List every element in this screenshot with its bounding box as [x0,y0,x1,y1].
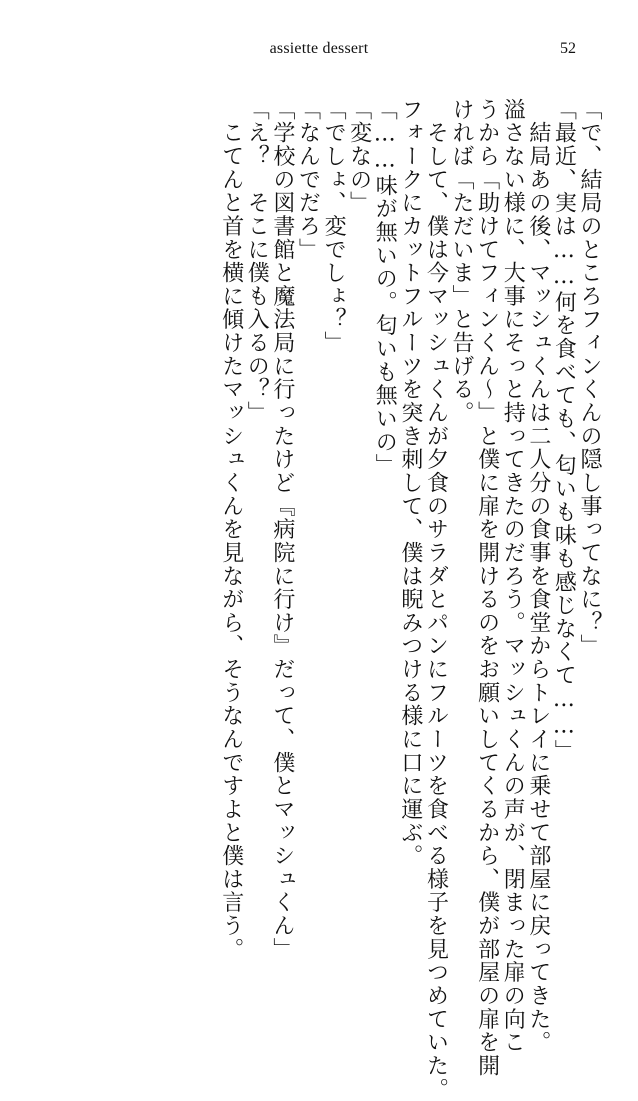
text-line: 「なんでだろ」 [295,98,321,262]
running-header-title: assiette dessert [269,40,369,57]
vertical-body-text [80,98,602,1101]
text-line: 「学校の図書館と魔法局に行ったけど『病院に行け』だって、僕とマッシュくん」 [269,98,295,961]
text-line: 「変なの」 [346,98,372,215]
text-line: 溢さない様に、大事にそっと持ってきたのだろう。マッシュくんの声が、閉まった扉の向こ [500,98,526,1055]
text-line: 「最近、実は……何を食べても、匂いも味も感じなくて……」 [551,98,577,763]
text-line: 「でしょ、変でしょ？」 [321,98,347,355]
text-line: 「……味が無いの。匂いも無いの」 [372,98,398,478]
text-line: 「え？ そこに僕も入るの？」 [244,98,270,425]
text-line: うから「助けてフィンくん〜」と僕に扉を開けるのをお願いしてくるから、僕が部屋の扉を開 [474,98,500,1078]
page-number: 52 [560,40,576,57]
text-line: フォークにカットフルーツを突き刺して、僕は睨みつける様に口に運ぶ。 [397,98,423,868]
text-line: ければ「ただいま」と告げる。 [449,98,475,425]
text-line: 結局あの後、マッシュくんは二人分の食事を食堂からトレイに乗せて部屋に戻ってきた。 [525,98,551,1055]
text-line: こてんと首を横に傾けたマッシュくんを見ながら、そうなんですよと僕は言う。 [218,98,244,961]
text-line: そして、僕は今マッシュくんが夕食のサラダとパンにフルーツを食べる様子を見つめていた。 [423,98,449,1101]
text-line: 「で、結局のところフィンくんの隠し事ってなに？」 [577,98,602,658]
